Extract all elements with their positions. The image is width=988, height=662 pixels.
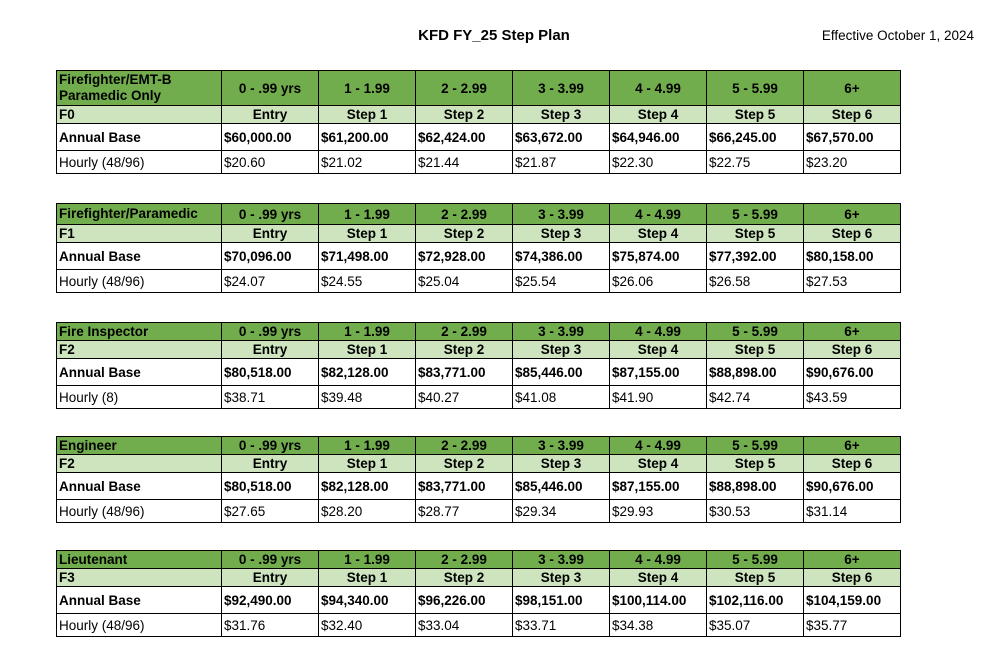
step-header: Entry (222, 106, 319, 124)
hourly-value: $35.07 (707, 614, 804, 637)
hourly-label: Hourly (8) (57, 386, 222, 409)
years-header: 2 - 2.99 (416, 551, 513, 569)
hourly-value: $40.27 (416, 386, 513, 409)
years-header: 3 - 3.99 (513, 437, 610, 455)
step-header: Entry (222, 341, 319, 359)
hourly-value: $27.65 (222, 500, 319, 523)
hourly-value: $26.58 (707, 270, 804, 293)
hourly-value: $27.53 (804, 270, 901, 293)
years-header: 6+ (804, 323, 901, 341)
years-header: 0 - .99 yrs (222, 204, 319, 225)
hourly-value: $25.04 (416, 270, 513, 293)
years-header: 2 - 2.99 (416, 323, 513, 341)
years-header: 5 - 5.99 (707, 204, 804, 225)
step-header: Step 4 (610, 225, 707, 243)
hourly-value: $41.08 (513, 386, 610, 409)
hourly-row (57, 386, 901, 409)
step-header: Step 5 (707, 106, 804, 124)
step-header: Step 6 (804, 106, 901, 124)
years-header: 2 - 2.99 (416, 437, 513, 455)
years-header: 1 - 1.99 (319, 323, 416, 341)
years-header: 5 - 5.99 (707, 323, 804, 341)
step-row (57, 341, 901, 359)
annual-label: Annual Base (57, 473, 222, 500)
position-name: Lieutenant (57, 551, 222, 569)
hourly-row (57, 614, 901, 637)
hourly-value: $33.04 (416, 614, 513, 637)
annual-value: $88,898.00 (707, 473, 804, 500)
annual-value: $75,874.00 (610, 243, 707, 270)
annual-value: $102,116.00 (707, 587, 804, 614)
hourly-label: Hourly (48/96) (57, 151, 222, 174)
annual-row (57, 587, 901, 614)
years-header: 5 - 5.99 (707, 71, 804, 106)
annual-value: $90,676.00 (804, 473, 901, 500)
years-header: 3 - 3.99 (513, 323, 610, 341)
hourly-value: $42.74 (707, 386, 804, 409)
years-header: 1 - 1.99 (319, 204, 416, 225)
step-header: Step 6 (804, 569, 901, 587)
years-header: 6+ (804, 71, 901, 106)
years-header: 6+ (804, 204, 901, 225)
hourly-value: $25.54 (513, 270, 610, 293)
step-header: Step 3 (513, 455, 610, 473)
annual-value: $77,392.00 (707, 243, 804, 270)
hourly-value: $39.48 (319, 386, 416, 409)
hourly-row (57, 270, 901, 293)
pay-table-firefighter-emt-b (56, 70, 901, 174)
step-header: Step 3 (513, 106, 610, 124)
hourly-label: Hourly (48/96) (57, 614, 222, 637)
step-header: Step 5 (707, 341, 804, 359)
hourly-value: $29.93 (610, 500, 707, 523)
annual-value: $85,446.00 (513, 473, 610, 500)
step-header: Step 2 (416, 225, 513, 243)
step-header: Step 6 (804, 341, 901, 359)
step-row (57, 569, 901, 587)
position-name: Firefighter/Paramedic (57, 204, 222, 225)
years-header: 1 - 1.99 (319, 437, 416, 455)
grade-code: F3 (57, 569, 222, 587)
hourly-value: $21.87 (513, 151, 610, 174)
step-header: Step 1 (319, 106, 416, 124)
annual-label: Annual Base (57, 359, 222, 386)
grade-code: F0 (57, 106, 222, 124)
years-header: 4 - 4.99 (610, 71, 707, 106)
header-row (57, 323, 901, 341)
header-row (57, 71, 901, 106)
years-header: 3 - 3.99 (513, 204, 610, 225)
annual-value: $98,151.00 (513, 587, 610, 614)
pay-table-fire-inspector (56, 322, 901, 409)
years-header: 4 - 4.99 (610, 204, 707, 225)
annual-value: $83,771.00 (416, 359, 513, 386)
annual-value: $94,340.00 (319, 587, 416, 614)
annual-value: $104,159.00 (804, 587, 901, 614)
hourly-value: $26.06 (610, 270, 707, 293)
years-header: 3 - 3.99 (513, 551, 610, 569)
annual-label: Annual Base (57, 587, 222, 614)
hourly-value: $43.59 (804, 386, 901, 409)
annual-value: $88,898.00 (707, 359, 804, 386)
annual-value: $67,570.00 (804, 124, 901, 151)
grade-code: F1 (57, 225, 222, 243)
annual-value: $72,928.00 (416, 243, 513, 270)
years-header: 4 - 4.99 (610, 437, 707, 455)
step-header: Step 2 (416, 569, 513, 587)
hourly-value: $21.44 (416, 151, 513, 174)
years-header: 0 - .99 yrs (222, 323, 319, 341)
years-header: 2 - 2.99 (416, 204, 513, 225)
years-header: 1 - 1.99 (319, 551, 416, 569)
hourly-value: $21.02 (319, 151, 416, 174)
hourly-label: Hourly (48/96) (57, 500, 222, 523)
years-header: 4 - 4.99 (610, 323, 707, 341)
pay-table-lieutenant (56, 550, 901, 637)
annual-value: $74,386.00 (513, 243, 610, 270)
hourly-row (57, 500, 901, 523)
hourly-value: $23.20 (804, 151, 901, 174)
hourly-value: $33.71 (513, 614, 610, 637)
step-header: Entry (222, 225, 319, 243)
hourly-value: $34.38 (610, 614, 707, 637)
hourly-value: $22.75 (707, 151, 804, 174)
page-title: KFD FY_25 Step Plan (418, 27, 570, 44)
step-header: Step 3 (513, 225, 610, 243)
annual-value: $85,446.00 (513, 359, 610, 386)
annual-value: $92,490.00 (222, 587, 319, 614)
annual-value: $96,226.00 (416, 587, 513, 614)
hourly-row (57, 151, 901, 174)
grade-code: F2 (57, 455, 222, 473)
years-header: 1 - 1.99 (319, 71, 416, 106)
years-header: 6+ (804, 551, 901, 569)
years-header: 5 - 5.99 (707, 551, 804, 569)
step-header: Step 3 (513, 341, 610, 359)
step-header: Step 3 (513, 569, 610, 587)
effective-date: Effective October 1, 2024 (821, 28, 974, 43)
years-header: 0 - .99 yrs (222, 551, 319, 569)
position-name: Engineer (57, 437, 222, 455)
hourly-value: $22.30 (610, 151, 707, 174)
step-header: Step 1 (319, 455, 416, 473)
annual-row (57, 359, 901, 386)
annual-label: Annual Base (57, 243, 222, 270)
step-row (57, 225, 901, 243)
annual-value: $64,946.00 (610, 124, 707, 151)
annual-value: $100,114.00 (610, 587, 707, 614)
step-header: Step 2 (416, 341, 513, 359)
step-header: Step 2 (416, 106, 513, 124)
step-header: Step 4 (610, 569, 707, 587)
years-header: 0 - .99 yrs (222, 71, 319, 106)
years-header: 5 - 5.99 (707, 437, 804, 455)
annual-row (57, 124, 901, 151)
annual-row (57, 243, 901, 270)
header-row (57, 551, 901, 569)
annual-value: $60,000.00 (222, 124, 319, 151)
step-header: Step 6 (804, 225, 901, 243)
annual-value: $83,771.00 (416, 473, 513, 500)
step-header: Step 5 (707, 455, 804, 473)
years-header: 3 - 3.99 (513, 71, 610, 106)
position-name: Firefighter/EMT-B Paramedic Only (57, 71, 222, 106)
years-header: 4 - 4.99 (610, 551, 707, 569)
step-header: Step 1 (319, 341, 416, 359)
hourly-value: $32.40 (319, 614, 416, 637)
annual-value: $87,155.00 (610, 359, 707, 386)
step-header: Step 1 (319, 569, 416, 587)
header-row (57, 437, 901, 455)
step-header: Step 4 (610, 455, 707, 473)
annual-value: $66,245.00 (707, 124, 804, 151)
hourly-value: $30.53 (707, 500, 804, 523)
hourly-label: Hourly (48/96) (57, 270, 222, 293)
annual-value: $71,498.00 (319, 243, 416, 270)
step-header: Step 5 (707, 225, 804, 243)
hourly-value: $31.76 (222, 614, 319, 637)
hourly-value: $35.77 (804, 614, 901, 637)
pay-table-firefighter-paramedic (56, 203, 901, 293)
hourly-value: $24.07 (222, 270, 319, 293)
hourly-value: $31.14 (804, 500, 901, 523)
step-header: Step 6 (804, 455, 901, 473)
annual-label: Annual Base (57, 124, 222, 151)
annual-value: $90,676.00 (804, 359, 901, 386)
annual-value: $87,155.00 (610, 473, 707, 500)
annual-value: $82,128.00 (319, 359, 416, 386)
step-row (57, 455, 901, 473)
hourly-value: $28.20 (319, 500, 416, 523)
step-header: Step 5 (707, 569, 804, 587)
hourly-value: $20.60 (222, 151, 319, 174)
grade-code: F2 (57, 341, 222, 359)
annual-value: $82,128.00 (319, 473, 416, 500)
hourly-value: $28.77 (416, 500, 513, 523)
annual-value: $80,518.00 (222, 359, 319, 386)
step-header: Step 1 (319, 225, 416, 243)
step-header: Entry (222, 569, 319, 587)
step-header: Entry (222, 455, 319, 473)
years-header: 2 - 2.99 (416, 71, 513, 106)
hourly-value: $24.55 (319, 270, 416, 293)
position-name: Fire Inspector (57, 323, 222, 341)
step-header: Step 4 (610, 106, 707, 124)
hourly-value: $38.71 (222, 386, 319, 409)
years-header: 0 - .99 yrs (222, 437, 319, 455)
annual-row (57, 473, 901, 500)
annual-value: $80,158.00 (804, 243, 901, 270)
pay-table-engineer (56, 436, 901, 523)
hourly-value: $29.34 (513, 500, 610, 523)
annual-value: $62,424.00 (416, 124, 513, 151)
annual-value: $80,518.00 (222, 473, 319, 500)
annual-value: $63,672.00 (513, 124, 610, 151)
step-header: Step 4 (610, 341, 707, 359)
hourly-value: $41.90 (610, 386, 707, 409)
annual-value: $70,096.00 (222, 243, 319, 270)
header-row (57, 204, 901, 225)
step-row (57, 106, 901, 124)
annual-value: $61,200.00 (319, 124, 416, 151)
years-header: 6+ (804, 437, 901, 455)
step-header: Step 2 (416, 455, 513, 473)
